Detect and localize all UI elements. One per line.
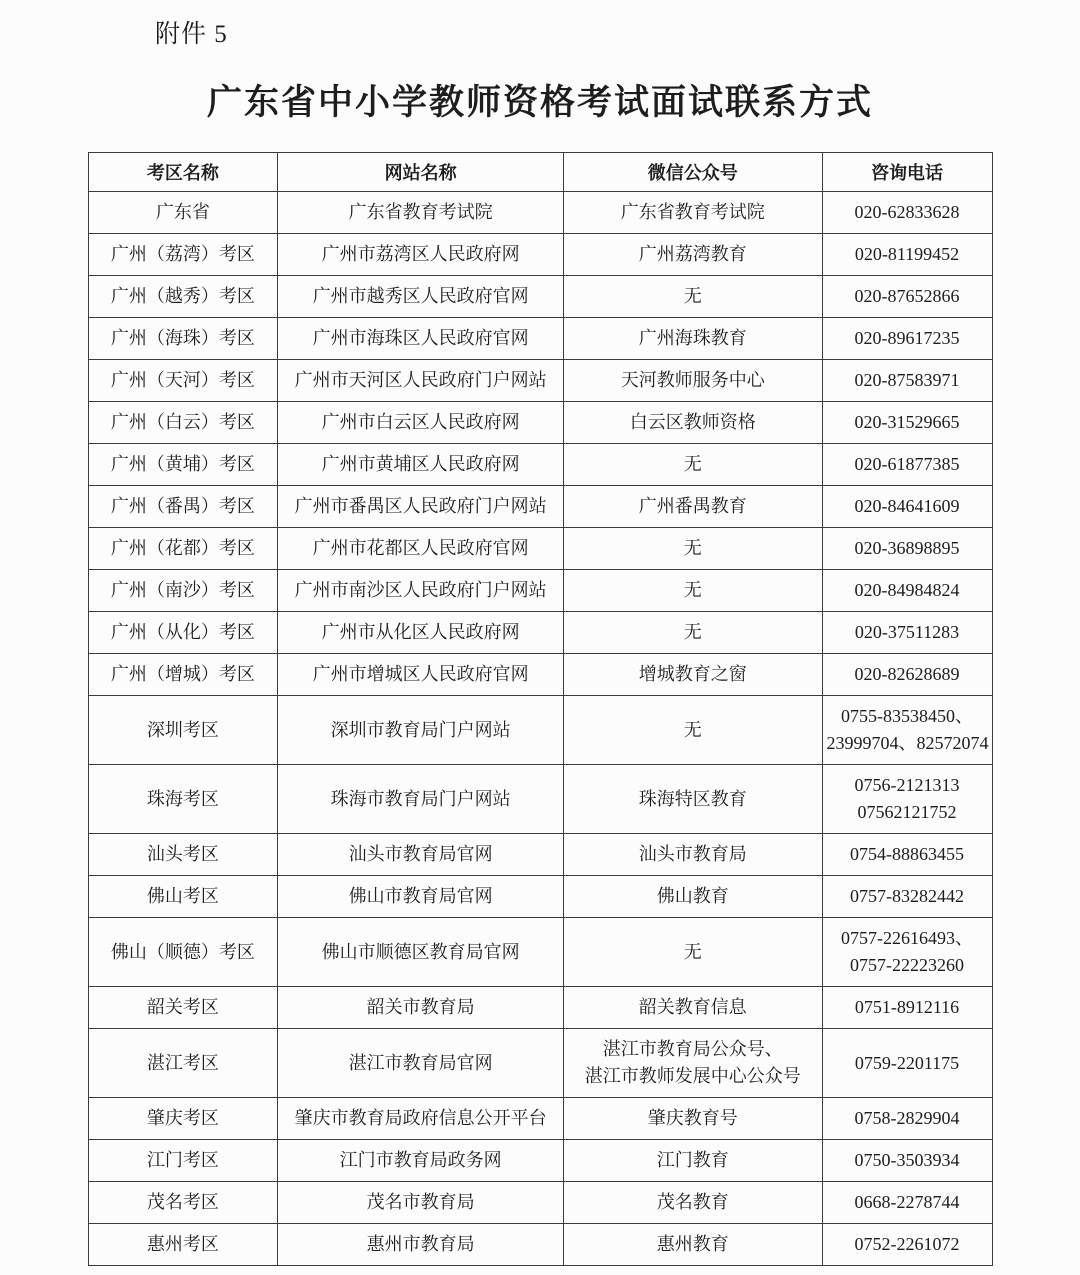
cell-line: 0755-83538450、 [841,706,973,726]
website-cell [278,1029,564,1098]
table-row [88,486,992,528]
exam-area-cell [88,918,278,987]
phone-cell [822,612,992,654]
wechat-cell [563,696,822,765]
phone-cell [822,987,992,1029]
website-cell [278,402,564,444]
phone-cell [822,1098,992,1140]
cell-line: 广州市越秀区人民政府官网 [312,286,529,306]
exam-area-cell [88,1098,278,1140]
table-row [88,612,992,654]
cell-line: 江门教育 [656,1150,729,1170]
cell-line: 0756-2121313 [854,775,960,795]
contact-table [88,152,993,1266]
cell-line: 广州（荔湾）考区 [110,244,255,264]
wechat-cell [563,192,822,234]
cell-line: 广东省教育考试院 [348,202,493,222]
table-row [88,696,992,765]
cell-line: 广州（海珠）考区 [110,328,255,348]
exam-area-cell [88,276,278,318]
cell-line: 佛山市顺德区教育局官网 [321,941,520,962]
cell-line: 020-61877385 [854,454,960,474]
phone-cell [822,1140,992,1182]
wechat-cell [563,1224,822,1266]
cell-line: 广州（黄埔）考区 [110,454,255,474]
exam-area-cell [88,444,278,486]
table-row [88,234,992,276]
table-row [88,654,992,696]
cell-line: 佛山市教育局官网 [348,886,493,906]
phone-cell [822,276,992,318]
table-row [88,765,992,834]
table-row [88,276,992,318]
phone-cell [822,402,992,444]
website-cell [278,876,564,918]
cell-line: 广州（从化）考区 [110,622,255,642]
cell-line: 韶关教育信息 [638,997,747,1017]
website-cell [278,1182,564,1224]
wechat-cell [563,486,822,528]
phone-cell [822,765,992,834]
column-header-website: 网站名称 [278,153,564,192]
column-header-wechat: 微信公众号 [563,153,822,192]
cell-line: 江门市教育局政务网 [339,1150,502,1170]
cell-line: 无 [683,941,702,962]
cell-line: 广州（花都）考区 [110,538,255,558]
cell-line: 韶关考区 [146,997,219,1017]
cell-line: 惠州教育 [656,1234,729,1254]
cell-line: 肇庆市教育局政府信息公开平台 [294,1108,547,1128]
website-cell [278,192,564,234]
cell-line: 无 [683,454,702,474]
phone-cell [822,234,992,276]
website-cell [278,612,564,654]
wechat-cell [563,444,822,486]
cell-line: 肇庆考区 [146,1108,219,1128]
column-header-exam-area: 考区名称 [88,153,278,192]
cell-line: 广州（白云）考区 [110,412,255,432]
website-cell [278,765,564,834]
phone-cell [822,486,992,528]
wechat-cell [563,918,822,987]
cell-line: 增城教育之窗 [638,664,747,684]
cell-line: 湛江考区 [146,1052,219,1073]
cell-line: 广州（越秀）考区 [110,286,255,306]
table-row [88,570,992,612]
cell-line: 广东省 [155,202,210,222]
cell-line: 深圳考区 [146,719,219,740]
table-row [88,1140,992,1182]
page-title: 广东省中小学教师资格考试面试联系方式 [206,83,873,122]
wechat-cell [563,1098,822,1140]
cell-line: 0752-2261072 [854,1234,960,1254]
phone-cell [822,918,992,987]
website-cell [278,360,564,402]
exam-area-cell [88,696,278,765]
exam-area-cell [88,318,278,360]
website-cell [278,276,564,318]
cell-line: 0754-88863455 [850,844,964,864]
cell-line: 深圳市教育局门户网站 [330,719,511,740]
cell-line: 茂名市教育局 [366,1192,475,1212]
exam-area-cell [88,765,278,834]
cell-line: 020-37511283 [854,622,960,642]
table-header-row [88,153,992,192]
cell-line: 广州市荔湾区人民政府网 [321,244,520,264]
cell-line: 0757-22616493、 [841,928,973,948]
exam-area-cell [88,1224,278,1266]
column-header-phone: 咨询电话 [822,153,992,192]
cell-line: 0668-2278744 [854,1192,960,1212]
cell-line: 汕头市教育局 [638,844,747,864]
wechat-cell [563,1029,822,1098]
table-row [88,987,992,1029]
phone-cell [822,570,992,612]
phone-cell [822,1029,992,1098]
table-row [88,1182,992,1224]
cell-line: 020-84984824 [854,580,960,600]
cell-line: 佛山教育 [656,886,729,906]
table-row [88,1098,992,1140]
wechat-cell [563,876,822,918]
phone-cell [822,876,992,918]
cell-line: 佛山考区 [146,886,219,906]
table-row [88,360,992,402]
cell-line: 广州市花都区人民政府官网 [312,538,529,558]
website-cell [278,834,564,876]
cell-line: 广州（增城）考区 [110,664,255,684]
website-cell [278,696,564,765]
website-cell [278,987,564,1029]
wechat-cell [563,528,822,570]
website-cell [278,528,564,570]
wechat-cell [563,612,822,654]
cell-line: 天河教师服务中心 [620,370,765,390]
exam-area-cell [88,402,278,444]
cell-line: 无 [683,286,702,306]
cell-line: 广州（天河）考区 [110,370,255,390]
cell-line: 茂名教育 [656,1192,729,1212]
cell-line: 0758-2829904 [854,1108,960,1128]
cell-line: 珠海考区 [146,788,219,809]
website-cell [278,486,564,528]
cell-line: 韶关市教育局 [366,997,475,1017]
cell-line: 无 [683,719,702,740]
wechat-cell [563,570,822,612]
table-row [88,1029,992,1098]
cell-line: 广州（南沙）考区 [110,580,255,600]
table-row [88,876,992,918]
exam-area-cell [88,654,278,696]
table-row [88,528,992,570]
cell-line: 23999704、82572074 [826,733,989,753]
wechat-cell [563,1182,822,1224]
cell-line: 江门考区 [146,1150,219,1170]
cell-line: 广州市黄埔区人民政府网 [321,454,520,474]
website-cell [278,444,564,486]
cell-line: 汕头考区 [146,844,219,864]
cell-line: 广州市南沙区人民政府门户网站 [294,580,547,600]
wechat-cell [563,402,822,444]
cell-line: 广州市白云区人民政府网 [321,412,520,432]
cell-line: 0757-83282442 [850,886,964,906]
phone-cell [822,528,992,570]
exam-area-cell [88,612,278,654]
website-cell [278,1224,564,1266]
phone-cell [822,654,992,696]
cell-line: 广州海珠教育 [638,328,747,348]
wechat-cell [563,318,822,360]
table-row [88,402,992,444]
cell-line: 肇庆教育号 [647,1108,738,1128]
exam-area-cell [88,486,278,528]
cell-line: 020-62833628 [854,202,960,222]
table-row [88,918,992,987]
cell-line: 无 [683,622,702,642]
cell-line: 0750-3503934 [854,1150,960,1170]
table-body [88,192,992,1266]
wechat-cell [563,834,822,876]
website-cell [278,1098,564,1140]
cell-line: 广州市从化区人民政府网 [321,622,520,642]
cell-line: 湛江市教师发展中心公众号 [584,1066,801,1086]
cell-line: 020-36898895 [854,538,960,558]
table-row [88,1224,992,1266]
wechat-cell [563,654,822,696]
cell-line: 020-87652866 [854,286,960,306]
phone-cell [822,360,992,402]
phone-cell [822,1182,992,1224]
exam-area-cell [88,234,278,276]
cell-line: 广州市天河区人民政府门户网站 [294,370,547,390]
wechat-cell [563,987,822,1029]
wechat-cell [563,276,822,318]
cell-line: 020-87583971 [854,370,960,390]
cell-line: 无 [683,538,702,558]
website-cell [278,318,564,360]
cell-line: 惠州考区 [146,1234,219,1254]
exam-area-cell [88,1140,278,1182]
cell-line: 广州市增城区人民政府官网 [312,664,529,684]
cell-line: 珠海市教育局门户网站 [330,788,511,809]
exam-area-cell [88,876,278,918]
website-cell [278,654,564,696]
cell-line: 茂名考区 [146,1192,219,1212]
table-row [88,318,992,360]
cell-line: 0751-8912116 [854,997,960,1017]
cell-line: 汕头市教育局官网 [348,844,493,864]
cell-line: 广东省教育考试院 [620,202,765,222]
phone-cell [822,834,992,876]
phone-cell [822,192,992,234]
phone-cell [822,696,992,765]
cell-line: 广州番禺教育 [638,496,747,516]
cell-line: 白云区教师资格 [629,412,756,432]
exam-area-cell [88,834,278,876]
cell-line: 020-89617235 [854,328,960,348]
exam-area-cell [88,528,278,570]
cell-line: 广州（番禺）考区 [110,496,255,516]
cell-line: 020-84641609 [854,496,960,516]
cell-line: 佛山（顺德）考区 [110,941,255,962]
exam-area-cell [88,987,278,1029]
attachment-label: 附件 5 [155,21,228,48]
cell-line: 020-82628689 [854,664,960,684]
cell-line: 广州荔湾教育 [638,244,747,264]
cell-line: 07562121752 [857,802,957,822]
cell-line: 无 [683,580,702,600]
cell-line: 0759-2201175 [854,1052,960,1073]
wechat-cell [563,360,822,402]
cell-line: 020-31529665 [854,412,960,432]
cell-line: 惠州市教育局 [366,1234,475,1254]
website-cell [278,234,564,276]
phone-cell [822,444,992,486]
cell-line: 湛江市教育局官网 [348,1052,493,1073]
cell-line: 020-81199452 [854,244,960,264]
website-cell [278,918,564,987]
table-row [88,834,992,876]
cell-line: 珠海特区教育 [638,788,747,809]
wechat-cell [563,765,822,834]
exam-area-cell [88,360,278,402]
website-cell [278,570,564,612]
exam-area-cell [88,192,278,234]
wechat-cell [563,1140,822,1182]
phone-cell [822,1224,992,1266]
cell-line: 广州市番禺区人民政府门户网站 [294,496,547,516]
table-row [88,192,992,234]
phone-cell [822,318,992,360]
cell-line: 广州市海珠区人民政府官网 [312,328,529,348]
wechat-cell [563,234,822,276]
cell-line: 湛江市教育局公众号、 [602,1039,783,1059]
table-row [88,444,992,486]
exam-area-cell [88,1029,278,1098]
exam-area-cell [88,1182,278,1224]
cell-line: 0757-22223260 [850,955,964,975]
exam-area-cell [88,570,278,612]
website-cell [278,1140,564,1182]
